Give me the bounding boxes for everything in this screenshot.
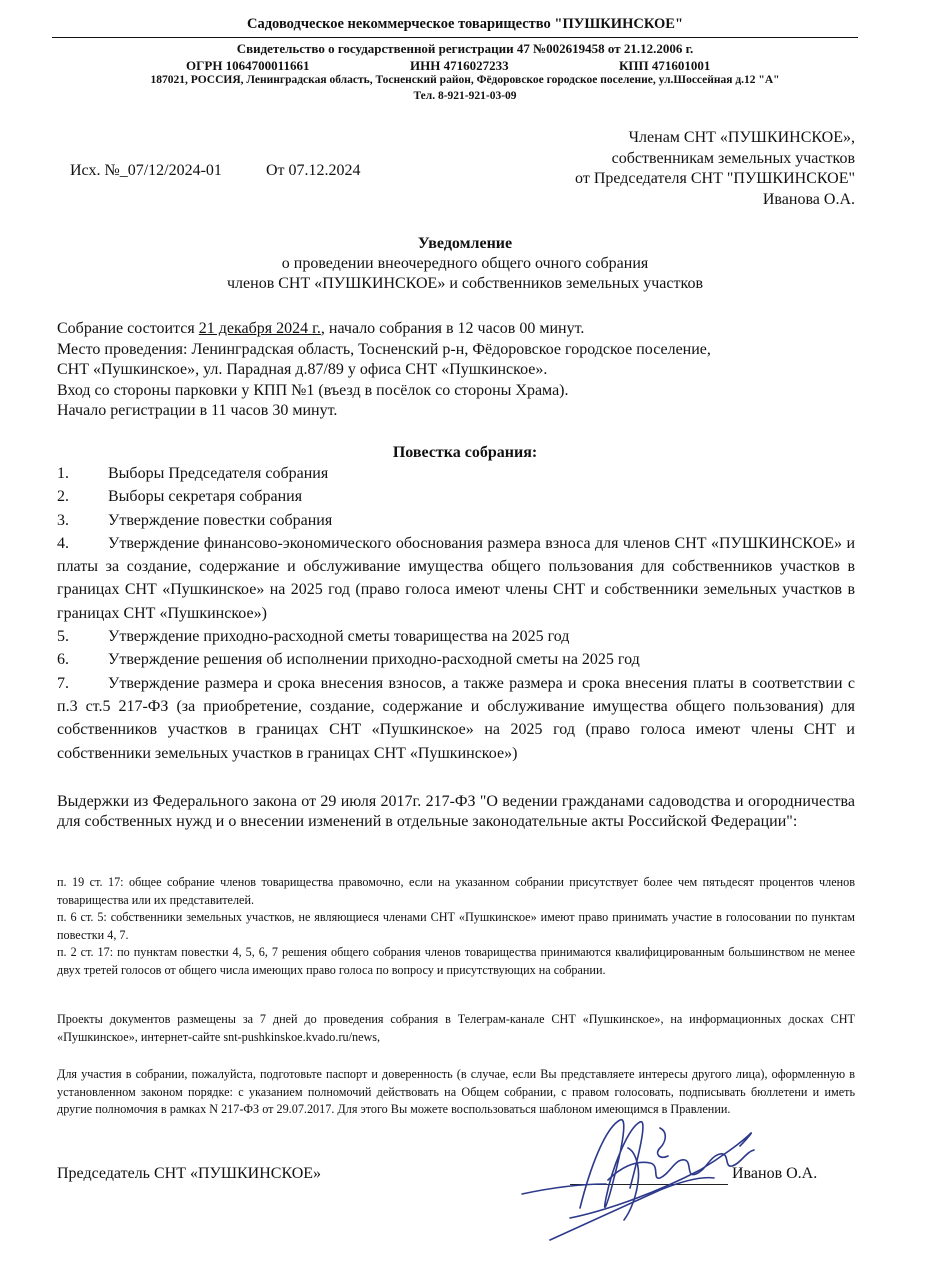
signatory-name: Иванов О.А. — [732, 1165, 818, 1182]
agenda-item-text: Утверждение решения об исполнении приходно-расходной сметы на 2025 год — [108, 651, 640, 669]
outgoing-date: От 07.12.2024 — [265, 162, 361, 179]
organization-phone: Тел. 8-921-921-03-09 — [413, 90, 517, 102]
meeting-date-prefix: Собрание состоится — [57, 320, 199, 337]
documents-note: Проекты документов размещены за 7 дней до проведения собрания в Телеграм-канале СНТ «Пушкинское», на информационных досках СНТ «Пушкинское», интернет-сайте snt-pushkinskoe.kvado.ru/news, — [57, 1012, 855, 1044]
agenda-item-text: Утверждение повестки собрания — [108, 511, 333, 529]
meeting-time: , начало собрания в 12 часов 00 минут. — [320, 320, 585, 337]
registration-start: Начало регистрации в 11 часов 30 минут. — [57, 402, 338, 419]
meeting-date-line — [57, 319, 711, 340]
notice-title — [0, 234, 930, 294]
agenda-list — [57, 462, 855, 765]
agenda-item-number: 5. — [57, 628, 69, 646]
meeting-details — [57, 319, 711, 422]
meeting-entrance: Вход со стороны парковки у КПП №1 (въезд в посёлок со стороны Храма). — [57, 381, 569, 399]
agenda-item — [57, 532, 855, 625]
recipient-line: собственникам земельных участков — [611, 149, 855, 167]
agenda-item — [57, 672, 855, 765]
agenda-item-text: Утверждение приходно-расходной сметы товарищества на 2025 год — [108, 628, 570, 646]
law-intro: Выдержки из Федерального закона от 29 июля 2017г. 217-ФЗ "О ведении гражданами садоводства и огородничества для собственных нужд и о внесении изменений в отдельные законодательные акты Российской Федерации": — [57, 793, 855, 830]
agenda-item-number: 2. — [57, 488, 69, 506]
agenda-item-number: 7. — [57, 674, 69, 692]
organization-address: 187021, РОССИЯ, Ленинградская область, Тосненский район, Фёдоровское городское поселение, ул.Шоссейная д.12 "А" — [150, 74, 780, 86]
registration-certificate: Свидетельство о государственной регистрации 47 №002619458 от 21.12.2006 г. — [236, 41, 694, 56]
agenda-item — [57, 648, 855, 671]
handwritten-signature — [510, 1108, 770, 1248]
notice-heading: Уведомление — [417, 235, 513, 252]
agenda-item-text: Утверждение размера и срока внесения взносов, а также размера и срока внесения платы в соответствии с п.3 ст.5 217-ФЗ (за приобретение, создание, содержание и обслуживание имущества общего пользования) для собственников участков в границах СНТ «Пушкинское» на 2025 год (право голоса имеют члены СНТ и собственники земельных участков в границах СНТ «Пушкинское») — [57, 674, 855, 762]
agenda-item — [57, 625, 855, 648]
agenda-item-number: 3. — [57, 511, 69, 529]
outgoing-reference — [70, 162, 360, 180]
meeting-place-cont: СНТ «Пушкинское», ул. Парадная д.87/89 у офиса СНТ «Пушкинское». — [57, 361, 548, 378]
agenda-item — [57, 485, 855, 508]
agenda-item-number: 1. — [57, 465, 69, 482]
agenda-item — [57, 462, 855, 485]
sender-line: от Председателя СНТ "ПУШКИНСКОЕ" — [575, 170, 855, 187]
agenda-title: Повестка собрания: — [392, 444, 538, 461]
excerpt-item: п. 6 ст. 5: собственники земельных участков, не являющиеся членами СНТ «Пушкинское» имеют право принимать участие в голосовании по пунктам повестки 4, 7. — [57, 910, 855, 942]
agenda-item-number: 6. — [57, 651, 69, 669]
excerpt-item: п. 2 ст. 17: по пунктам повестки 4, 5, 6, 7 решения общего собрания членов товарищества принимаются квалифицированным большинством не менее двух третей голосов от общего числа имеющих право голоса по вопросу и присутствующих на собрании. — [57, 945, 855, 977]
notice-subtitle: о проведении внеочередного общего очного собрания — [281, 255, 649, 272]
sender-name: Иванова О.А. — [762, 190, 855, 208]
agenda-item-text: Утверждение финансово-экономического обоснования размера взноса для членов СНТ «ПУШКИНСКОЕ» и платы за создание, содержание и обслуживание имущества общего пользования для собственников участков в границах СНТ «Пушкинское» на 2025 год (право голоса имеют члены СНТ и собственники земельных участков в границах СНТ «Пушкинское») — [57, 534, 855, 622]
organization-name: Садоводческое некоммерческое товарищество "ПУШКИНСКОЕ" — [247, 16, 683, 32]
agenda-item-text: Выборы секретаря собрания — [108, 488, 303, 506]
excerpt-item: п. 19 ст. 17: общее собрание членов товарищества правомочно, если на указанном собрании присутствует более чем пятьдесят процентов членов товарищества или их представителей. — [57, 875, 855, 907]
ogrn: ОГРН 1064700011661 — [186, 58, 310, 73]
agenda-item — [57, 509, 855, 532]
header-divider — [52, 37, 858, 38]
recipient-block — [575, 128, 855, 210]
kpp: КПП 471601001 — [619, 58, 711, 73]
inn: ИНН 4716027233 — [410, 58, 509, 73]
participation-note: Для участия в собрании, пожалуйста, подготовьте паспорт и доверенность (в случае, если Вы представляете интересы другого лица), оформленную в установленном законом порядке: с указанием полномочий действовать на Общем собрании, с правом голосовать, подписывать бюллетени и иметь другие полномочия в рамках N 217-ФЗ от 29.07.2017. Для этого Вы можете воспользоваться шаблоном имеющимся в Правлении. — [57, 1067, 855, 1117]
agenda-item-text: Выборы Председателя собрания — [108, 465, 329, 482]
meeting-place: Место проведения: Ленинградская область, Тосненский р-н, Фёдоровское городское поселение, — [57, 340, 711, 358]
signatory-position: Председатель СНТ «ПУШКИНСКОЕ» — [57, 1165, 322, 1182]
meeting-date: 21 декабря 2024 г. — [198, 320, 321, 337]
outgoing-number: Исх. №_07/12/2024-01 — [70, 162, 222, 179]
recipient-line: Членам СНТ «ПУШКИНСКОЕ», — [628, 129, 855, 146]
notice-subtitle: членов СНТ «ПУШКИНСКОЕ» и собственников земельных участков — [227, 275, 703, 292]
agenda-item-number: 4. — [57, 534, 69, 552]
law-excerpts — [57, 874, 855, 980]
